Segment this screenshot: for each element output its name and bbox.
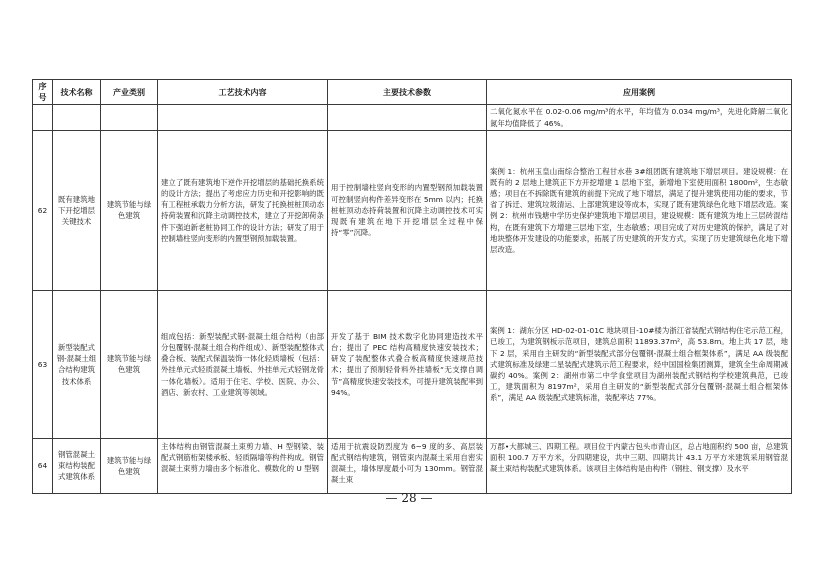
header-process: 工艺技术内容 bbox=[158, 80, 328, 105]
header-params: 主要技术参数 bbox=[328, 80, 487, 105]
page-footer bbox=[0, 491, 818, 505]
industry-category: 建筑节能与绿色建筑 bbox=[101, 438, 158, 493]
table-row bbox=[33, 438, 792, 493]
technology-name: 钢管混凝土束结构装配式建筑体系 bbox=[53, 438, 101, 493]
case-cell: 二氧化氮水平在 0.02-0.06 mg/m³的水平，年均值为 0.034 mg/m³，先进化降解二氧化氮年均值降低了 46%。 bbox=[487, 105, 792, 130]
case-cell: 案例 1：湖东分区 HD-02-01-01C 地块项目-10#楼为浙江省装配式钢结构住宅示范工程，已竣工，为建筑钢板示范项目，建筑总面积 11893.37m²，高 53.8m。地上共 17 层，地下 2 层，采用自主研发的“新型装配式部分包覆钢-混凝土组合框架体系”，满足 AA 级装配式建筑标准及绿建二星装配式建筑示范工程要求，经中国国检集团测算，建筑全生命周期减碳约 40%。案例 2：湖州市第二中学食堂项目为湖州装配式钢结构学校建筑典范，已竣工，建筑面积为 8197m²，采用自主研发的“新型装配式部分包覆钢-混凝土组合框架体系”，满足 AA 级装配式建筑标准，装配率达 77%。 bbox=[487, 290, 792, 438]
header-category: 产业类别 bbox=[101, 80, 158, 105]
footer-dash-right: — bbox=[420, 491, 433, 505]
process-content: 建立了既有建筑地下逆作开挖增层的基础托换系统的设计方法；提出了考虑应力历史和开挖影响的既有工程桩承载力分析方法，研发了托换桩桩顶动态持荷装置和沉降主动调控技术，建立了开挖卸荷条件下强迫新老桩协同工作的设计方法；研发了用于控制墙柱竖向变形的内置型钢预加载装置。 bbox=[158, 130, 328, 290]
technology-table bbox=[32, 79, 792, 494]
header-case: 应用案例 bbox=[487, 80, 792, 105]
technology-name: 既有建筑地下开挖增层关键技术 bbox=[53, 130, 101, 290]
row-number: 64 bbox=[33, 438, 53, 493]
table-row bbox=[33, 130, 792, 290]
table-row bbox=[33, 290, 792, 438]
page-number: 28 bbox=[401, 491, 417, 505]
header-no: 序号 bbox=[33, 80, 53, 105]
industry-category: 建筑节能与绿色建筑 bbox=[101, 130, 158, 290]
case-cell: 案例 1：杭州玉皇山南综合整治工程甘水巷 3#组团既有建筑地下增层项目。建设规模：在既有的 2 层地上建筑正下方开挖增建 1 层地下室，新增地下室使用面积 1800m²，生态敏感；项目在不拆除既有建筑的前提下完成了地下增层，满足了提升建筑使用功能的要求，节省了拆迁、建筑垃圾清运、上部建筑建设等成本，实现了既有建筑绿色化地下增层改造。案例 2：杭州市钱塘中学历史保护建筑地下增层项目，建设规模：既有建筑为地上三层砖混结构，在既有建筑下方增建三层地下室，生态敏感；项目完成了对历史建筑的保护，满足了对地块整体开发建设的功能要求，拓展了历史建筑的开发方式，实现了历史建筑绿色化地下增层改造。 bbox=[487, 130, 792, 290]
row-number: 62 bbox=[33, 130, 53, 290]
header-row bbox=[33, 80, 792, 105]
header-name: 技术名称 bbox=[53, 80, 101, 105]
technical-params: 用于控制墙柱竖向变形的内置型钢预加载装置可控制竖向构件差异变形在 5mm 以内；托换桩桩顶动态持荷装置和沉降主动调控技术可实现既有建筑在地下开挖增层全过程中保持“零”沉降。 bbox=[328, 130, 487, 290]
footer-dash-left: — bbox=[385, 491, 398, 505]
table-row-continuation bbox=[33, 105, 792, 130]
process-content: 主体结构由钢管混凝土束剪力墙、H 型钢梁、装配式钢筋桁架楼承板、轻质隔墙等构件构成。钢管混凝土束剪力墙由多个标准化、模数化的 U 型钢 bbox=[161, 441, 324, 474]
row-number: 63 bbox=[33, 290, 53, 438]
industry-category: 建筑节能与绿色建筑 bbox=[101, 290, 158, 438]
technical-params: 开发了基于 BIM 技术数字化协同建造技术平台；提出了 PEC 结构高精度快速安装技术；研发了装配整体式叠合板高精度快速规范技术；提出了预制轻骨料外挂墙板“无支撑自调节”高精度快速安装技术，可提升建筑装配率到 94%。 bbox=[328, 290, 487, 438]
technical-params: 适用于抗震设防烈度为 6~9 度的多、高层装配式钢结构建筑，钢管束内混凝土采用自密实混凝土，墙体厚度最小可为 130mm。钢管混凝土束 bbox=[331, 441, 483, 485]
process-content: 组成包括：新型装配式钢-混凝土组合结构（由部分包覆钢-混凝土组合构件组成）、新型装配整体式叠合板、装配式保温装饰一体化轻质墙板（包括：外挂单元式轻质混凝土墙板、外挂单元式轻钢龙骨一体化墙板）。适用于住宅、学校、医院、办公、酒店、新农村、工业建筑等领域。 bbox=[158, 290, 328, 438]
technology-name: 新型装配式钢-混凝土组合结构建筑技术体系 bbox=[53, 290, 101, 438]
case-cell: 万郡•大都城三、四期工程。项目位于内蒙古包头市青山区，总占地面积约 500 亩，总建筑面积 100.7 万平方米，分四期建设，共中三期、四期共计 43.1 万平方米建筑采用钢管混凝土束结构装配式建筑体系。该项目主体结构是由构件（钢柱、钢支撑）及水平 bbox=[490, 441, 788, 474]
